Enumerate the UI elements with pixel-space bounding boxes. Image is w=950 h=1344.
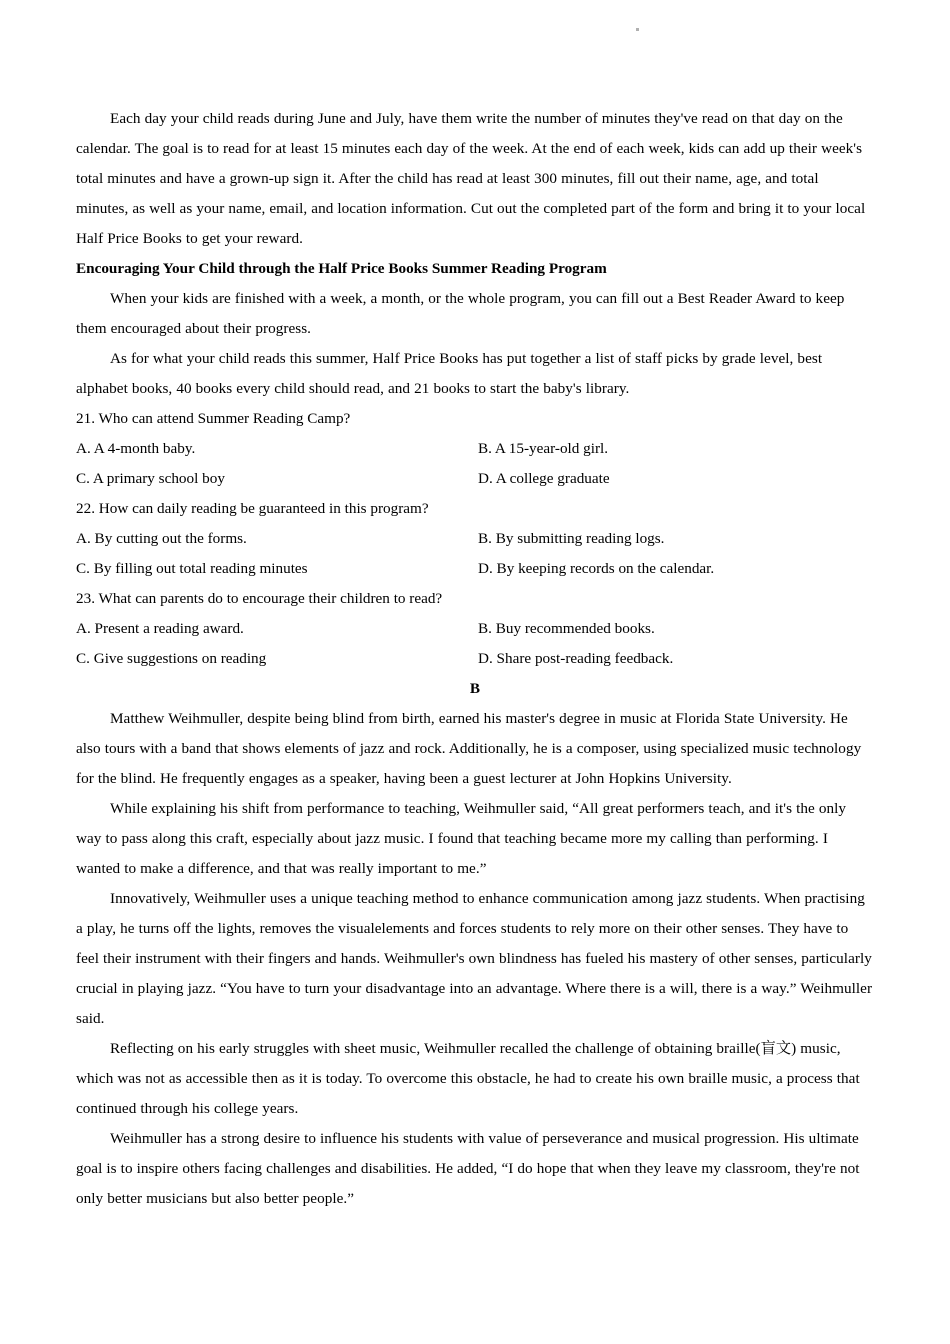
question-22-options-row-2: [76, 554, 874, 584]
document-body: [76, 104, 874, 1214]
passage-b-paragraph-5: Weihmuller has a strong desire to influence his students with value of perseverance and musical progression. His ultimate goal is to inspire others facing challenges and disabilities. He added, “I do hope that when they leave my classroom, they're not only better musicians but also better people.”: [76, 1130, 860, 1207]
question-21-options-row-2: [76, 464, 874, 494]
passage-b-paragraph-3: Innovatively, Weihmuller uses a unique teaching method to enhance communication among jazz students. When practising a play, he turns off the lights, removes the visualelements and forces students to rely more on their other senses. They have to feel their instrument with their fingers and hands. Weihmuller's own blindness has fueled his mastery of other senses, particularly crucial in playing jazz. “You have to turn your disadvantage into an advantage. Where there is a will, there is a way.” Weihmuller said.: [76, 890, 873, 1027]
question-22-stem: 22. How can daily reading be guaranteed in this program?: [76, 500, 429, 517]
question-22-option-a[interactable]: A. By cutting out the forms.: [76, 530, 247, 547]
question-21-options-row-1: [76, 434, 874, 464]
question-21-option-d[interactable]: D. A college graduate: [478, 470, 610, 487]
passage-b-paragraph-1: Matthew Weihmuller, despite being blind from birth, earned his master's degree in music at Florida State University. He also tours with a band that shows elements of jazz and rock. Additionally, he is a composer, using specialized music technology for the blind. He frequently engages as a speaker, having been a guest lecturer at John Hopkins University.: [76, 710, 862, 787]
question-22-options-row-1: [76, 524, 874, 554]
question-23-option-c[interactable]: C. Give suggestions on reading: [76, 650, 267, 667]
question-23-options-row-2: [76, 644, 874, 674]
question-23-options-row-1: [76, 614, 874, 644]
question-23-stem: 23. What can parents do to encourage their children to read?: [76, 590, 443, 607]
passage-a-heading: Encouraging Your Child through the Half Price Books Summer Reading Program: [76, 260, 607, 277]
question-23-option-b[interactable]: B. Buy recommended books.: [478, 620, 655, 637]
question-23-option-a[interactable]: A. Present a reading award.: [76, 620, 244, 637]
passage-a-paragraph-3: As for what your child reads this summer, Half Price Books has put together a list of staff picks by grade level, best alphabet books, 40 books every child should read, and 21 books to start the baby's library.: [76, 350, 823, 397]
scanner-speck-icon: [636, 28, 639, 31]
question-22-option-c[interactable]: C. By filling out total reading minutes: [76, 560, 308, 577]
question-21-option-c[interactable]: C. A primary school boy: [76, 470, 225, 487]
passage-a-paragraph-2: When your kids are finished with a week, a month, or the whole program, you can fill out a Best Reader Award to keep them encouraged about their progress.: [76, 290, 845, 337]
passage-b-paragraph-4: Reflecting on his early struggles with sheet music, Weihmuller recalled the challenge of obtaining braille(盲文) music, which was not as accessible then as it is today. To overcome this obstacle, he had to create his own braille music, a process that continued through his college years.: [76, 1040, 860, 1117]
question-21-option-a[interactable]: A. A 4-month baby.: [76, 440, 196, 457]
passage-b-section-letter: B: [469, 680, 481, 697]
question-23-option-d[interactable]: D. Share post-reading feedback.: [478, 650, 674, 667]
question-22-option-b[interactable]: B. By submitting reading logs.: [478, 530, 665, 547]
passage-b-paragraph-2: While explaining his shift from performance to teaching, Weihmuller said, “All great performers teach, and it's the only way to pass along this craft, especially about jazz music. I found that teaching became more my calling than performing. I wanted to make a difference, and that was really important to me.”: [76, 800, 847, 877]
question-21-option-b[interactable]: B. A 15-year-old girl.: [478, 440, 609, 457]
question-22-option-d[interactable]: D. By keeping records on the calendar.: [478, 560, 715, 577]
passage-a-paragraph-1: Each day your child reads during June and July, have them write the number of minutes they've read on that day on the calendar. The goal is to read for at least 15 minutes each day of the week. At the end of each week, kids can add up their week's total minutes and have a grown-up sign it. After the child has read at least 300 minutes, fill out their name, age, and total minutes, as well as your name, email, and location information. Cut out the completed part of the form and bring it to your local Half Price Books to get your reward.: [76, 110, 866, 247]
question-21-stem: 21. Who can attend Summer Reading Camp?: [76, 410, 351, 427]
